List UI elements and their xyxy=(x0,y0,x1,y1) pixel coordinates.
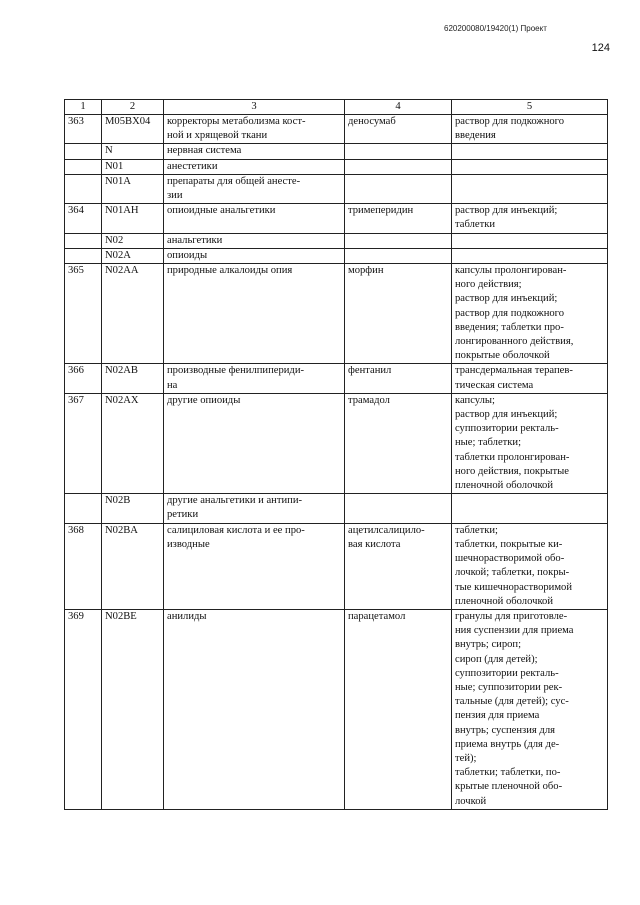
group-cell: опиоиды xyxy=(164,248,345,263)
drug-cell xyxy=(345,233,452,248)
table-row xyxy=(65,264,608,364)
dosage-form-cell: таблетки; таблетки, покрытые ки- шечнорастворимой обо- лочкой; таблетки, покры- тые кишечнорастворимой пленочной оболочкой xyxy=(452,523,608,609)
group-cell: анилиды xyxy=(164,609,345,809)
drug-cell: деносумаб xyxy=(345,115,452,144)
atc-code-cell: N02BA xyxy=(102,523,164,609)
table-row xyxy=(65,364,608,393)
dosage-form-cell xyxy=(452,494,608,523)
dosage-form-cell xyxy=(452,174,608,203)
table-row xyxy=(65,609,608,809)
table-row xyxy=(65,393,608,493)
page-number: 124 xyxy=(591,42,610,54)
group-cell: производные фенилпипериди- на xyxy=(164,364,345,393)
column-header: 2 xyxy=(102,100,164,115)
column-header: 1 xyxy=(65,100,102,115)
group-cell: нервная система xyxy=(164,144,345,159)
atc-code-cell: N01 xyxy=(102,159,164,174)
row-number-cell: 367 xyxy=(65,393,102,493)
medicine-table xyxy=(64,99,608,810)
row-number-cell: 366 xyxy=(65,364,102,393)
drug-cell: морфин xyxy=(345,264,452,364)
column-header: 4 xyxy=(345,100,452,115)
table-row xyxy=(65,159,608,174)
group-cell: препараты для общей анесте- зии xyxy=(164,174,345,203)
dosage-form-cell: раствор для подкожного введения xyxy=(452,115,608,144)
group-cell: опиоидные анальгетики xyxy=(164,204,345,233)
group-cell: корректоры метаболизма кост- ной и хрящевой ткани xyxy=(164,115,345,144)
drug-cell xyxy=(345,174,452,203)
atc-code-cell: N02AB xyxy=(102,364,164,393)
document-id: 620200080/19420(1) Проект xyxy=(444,24,547,33)
atc-code-cell: N01AH xyxy=(102,204,164,233)
column-header: 5 xyxy=(452,100,608,115)
row-number-cell: 369 xyxy=(65,609,102,809)
dosage-form-cell xyxy=(452,233,608,248)
drug-cell xyxy=(345,159,452,174)
table-row xyxy=(65,494,608,523)
drug-cell xyxy=(345,144,452,159)
atc-code-cell: N02BE xyxy=(102,609,164,809)
atc-code-cell: N01A xyxy=(102,174,164,203)
atc-code-cell: N02 xyxy=(102,233,164,248)
row-number-cell: 365 xyxy=(65,264,102,364)
group-cell: салициловая кислота и ее про- изводные xyxy=(164,523,345,609)
row-number-cell xyxy=(65,233,102,248)
drug-cell xyxy=(345,494,452,523)
drug-cell xyxy=(345,248,452,263)
dosage-form-cell: капсулы; раствор для инъекций; суппозитории ректаль- ные; таблетки; таблетки пролонгирован- ного действия, покрытые пленочной оболочкой xyxy=(452,393,608,493)
table-row xyxy=(65,144,608,159)
table-row xyxy=(65,115,608,144)
row-number-cell: 364 xyxy=(65,204,102,233)
group-cell: природные алкалоиды опия xyxy=(164,264,345,364)
group-cell: анальгетики xyxy=(164,233,345,248)
table-row xyxy=(65,204,608,233)
dosage-form-cell xyxy=(452,144,608,159)
group-cell: анестетики xyxy=(164,159,345,174)
dosage-form-cell xyxy=(452,159,608,174)
table-row xyxy=(65,233,608,248)
group-cell: другие опиоиды xyxy=(164,393,345,493)
dosage-form-cell: капсулы пролонгирован- ного действия; раствор для инъекций; раствор для подкожного введения; таблетки про- лонгированного действия, покрытые оболочкой xyxy=(452,264,608,364)
dosage-form-cell: гранулы для приготовле- ния суспензии для приема внутрь; сироп; сироп (для детей); суппозитории ректаль- ные; суппозитории рек- тальные (для детей); сус- пензия для приема внутрь; суспензия для приема внутрь (для де- тей); таблетки; таблетки, по- крытые пленочной обо- лочкой xyxy=(452,609,608,809)
table-row xyxy=(65,174,608,203)
atc-code-cell: N02AX xyxy=(102,393,164,493)
dosage-form-cell: раствор для инъекций; таблетки xyxy=(452,204,608,233)
row-number-cell xyxy=(65,159,102,174)
drug-cell: фентанил xyxy=(345,364,452,393)
dosage-form-cell: трансдермальная терапев- тическая система xyxy=(452,364,608,393)
drug-cell: ацетилсалицило- вая кислота xyxy=(345,523,452,609)
atc-code-cell: N xyxy=(102,144,164,159)
atc-code-cell: N02A xyxy=(102,248,164,263)
row-number-cell xyxy=(65,494,102,523)
row-number-cell xyxy=(65,174,102,203)
drug-cell: трамадол xyxy=(345,393,452,493)
row-number-cell: 363 xyxy=(65,115,102,144)
row-number-cell xyxy=(65,248,102,263)
table-header-row xyxy=(65,100,608,115)
dosage-form-cell xyxy=(452,248,608,263)
table-row xyxy=(65,248,608,263)
drug-cell: тримеперидин xyxy=(345,204,452,233)
atc-code-cell: N02B xyxy=(102,494,164,523)
column-header: 3 xyxy=(164,100,345,115)
drug-cell: парацетамол xyxy=(345,609,452,809)
group-cell: другие анальгетики и антипи- ретики xyxy=(164,494,345,523)
row-number-cell: 368 xyxy=(65,523,102,609)
atc-code-cell: N02AA xyxy=(102,264,164,364)
row-number-cell xyxy=(65,144,102,159)
table-row xyxy=(65,523,608,609)
table-body xyxy=(65,115,608,810)
atc-code-cell: M05BX04 xyxy=(102,115,164,144)
